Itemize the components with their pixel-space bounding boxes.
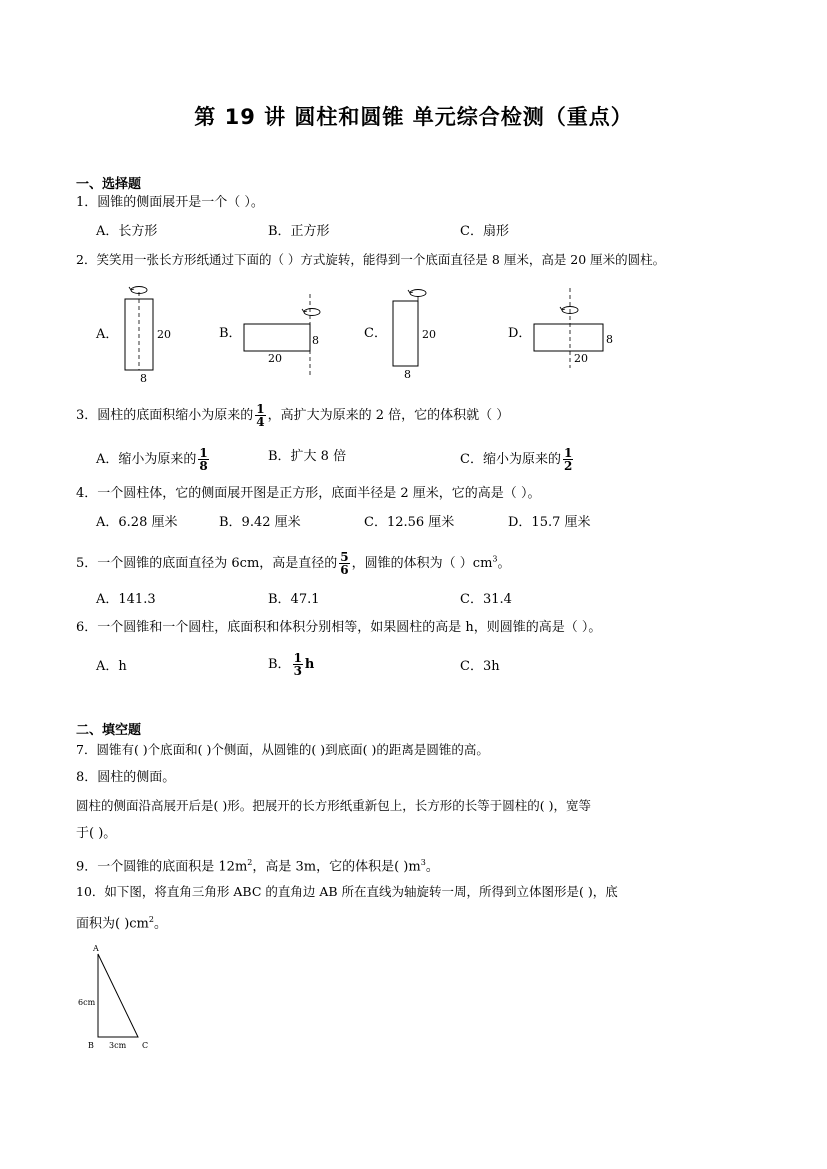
q3-fraction-numerator: 1	[256, 402, 265, 416]
page-title: 第 19 讲 圆柱和圆锥 单元综合检测（重点）	[194, 105, 633, 129]
q1-option-a: A．长方形	[96, 224, 158, 239]
q9-text-end: 。	[425, 859, 439, 875]
q6-option-b	[268, 652, 314, 677]
question-10-line-2	[76, 912, 167, 932]
q5-fraction	[339, 551, 349, 576]
q5-unit-superscript: 3	[492, 554, 498, 564]
q4-option-c: C．12.56 厘米	[364, 515, 455, 530]
q3-option-a-numerator: 1	[199, 446, 208, 460]
q10-text-end: 。	[153, 916, 167, 932]
q10-text-before: 面积为( )cm	[76, 916, 149, 932]
q2-option-a: A．	[96, 327, 119, 342]
figure-c-bottom-label: 8	[404, 368, 411, 381]
question-6: 6．一个圆锥和一个圆柱，底面积和体积分别相等，如果圆柱的高是 h，则圆锥的高是（ ）。	[76, 620, 602, 635]
section-heading-fill: 二、填空题	[76, 723, 142, 738]
q5-fraction-denominator: 6	[340, 563, 349, 577]
figure-a	[125, 287, 171, 386]
figure-b-side-label: 8	[312, 334, 319, 347]
q3-option-a-denominator: 8	[199, 459, 208, 473]
q3-option-b: B．扩大 8 倍	[268, 449, 347, 464]
q4-option-b: B．9.42 厘米	[219, 515, 301, 530]
q3-fraction	[255, 403, 265, 428]
q9-text-before: 9．一个圆锥的底面积是 12m	[76, 859, 248, 875]
question-3	[76, 403, 509, 428]
q3-option-c-numerator: 1	[563, 446, 573, 460]
question-8: 8．圆柱的侧面。	[76, 770, 176, 785]
q5-option-a: A．141.3	[96, 592, 156, 607]
q3-text-before: 3．圆柱的底面积缩小为原来的	[76, 408, 254, 423]
q5-option-b: B．47.1	[268, 592, 320, 607]
question-9	[76, 855, 439, 875]
q4-option-d: D．15.7 厘米	[508, 515, 591, 530]
question-10: 10．如下图，将直角三角形 ABC 的直角边 AB 所在直线为轴旋转一周，所得到立体图形是( )，底	[76, 884, 618, 899]
question-8-line-2: 圆柱的侧面沿高展开后是( )形。把展开的长方形纸重新包上，长方形的长等于圆柱的( )，宽等	[76, 798, 591, 813]
question-1: 1．圆锥的侧面展开是一个（ ）。	[76, 195, 264, 210]
q5-text-after: ，圆锥的体积为（ ）cm	[351, 556, 493, 571]
figure-a-side-label: 20	[157, 328, 171, 341]
question-4: 4．一个圆柱体，它的侧面展开图是正方形，底面半径是 2 厘米，它的高是（ ）。	[76, 486, 541, 501]
triangle-vertex-c-label: C	[142, 1041, 149, 1050]
figure-c	[393, 290, 436, 382]
q4-option-a: A．6.28 厘米	[96, 515, 178, 530]
figure-d-bottom-label: 20	[574, 352, 588, 365]
q2-rotation-figures	[0, 280, 827, 385]
q9-superscript-2: 3	[420, 858, 426, 867]
q2-option-d: D．	[508, 326, 532, 341]
q3-fraction-denominator: 4	[256, 415, 265, 429]
question-5	[76, 551, 511, 576]
question-2: 2．笑笑用一张长方形纸通过下面的（ ）方式旋转，能得到一个底面直径是 8 厘米，高是 20 厘米的圆柱。	[76, 252, 666, 267]
q6-option-b-denominator: 3	[293, 664, 302, 678]
q5-fraction-numerator: 5	[340, 550, 349, 564]
q2-option-b: B．	[219, 326, 242, 341]
q3-option-a	[96, 447, 211, 472]
q9-superscript-1: 2	[247, 858, 253, 867]
triangle-vertex-a-label: A	[93, 944, 99, 953]
q5-option-c: C．31.4	[460, 592, 512, 607]
triangle-vertex-b-label: B	[88, 1041, 94, 1050]
question-8-line-3: 于( )。	[76, 826, 117, 841]
q6-option-c: C．3h	[460, 659, 500, 674]
q3-option-c-denominator: 2	[563, 459, 573, 473]
figure-d-side-label: 8	[606, 333, 613, 346]
figure-a-bottom-label: 8	[140, 372, 147, 385]
q3-option-c	[460, 447, 575, 472]
q6-option-b-numerator: 1	[293, 651, 302, 665]
q2-option-c: C．	[364, 326, 387, 341]
q3-option-c-text: C．缩小为原来的	[460, 452, 561, 467]
triangle-base-label: 3cm	[109, 1041, 127, 1050]
q5-text-end: 。	[497, 556, 511, 571]
q10-triangle-figure	[70, 938, 170, 1058]
question-7: 7．圆锥有( )个底面和( )个侧面，从圆锥的( )到底面( )的距离是圆锥的高。	[76, 742, 489, 757]
q6-option-b-fraction	[293, 652, 303, 677]
q1-option-b: B．正方形	[268, 224, 330, 239]
section-heading-choice: 一、选择题	[76, 177, 142, 192]
q6-option-b-text: B．	[268, 657, 291, 672]
figure-c-side-label: 20	[422, 328, 436, 341]
q3-option-a-text: A．缩小为原来的	[96, 452, 197, 467]
figure-b-bottom-label: 20	[268, 352, 282, 365]
figure-b	[244, 294, 320, 378]
q6-option-a: A．h	[96, 659, 127, 674]
q3-option-a-fraction	[198, 447, 208, 472]
q9-text-mid: ，高是 3m，它的体积是( )m	[252, 859, 421, 875]
figure-d	[534, 288, 613, 368]
q5-text-before: 5．一个圆锥的底面直径为 6cm，高是直径的	[76, 556, 338, 571]
q1-option-c: C．扇形	[460, 224, 509, 239]
triangle-height-label: 6cm	[78, 998, 96, 1007]
q3-option-c-fraction	[563, 447, 573, 472]
q3-text-after: ，高扩大为原来的 2 倍，它的体积就（ ）	[267, 408, 510, 423]
q10-superscript: 2	[148, 915, 154, 924]
q6-option-b-variable: h	[304, 657, 315, 672]
